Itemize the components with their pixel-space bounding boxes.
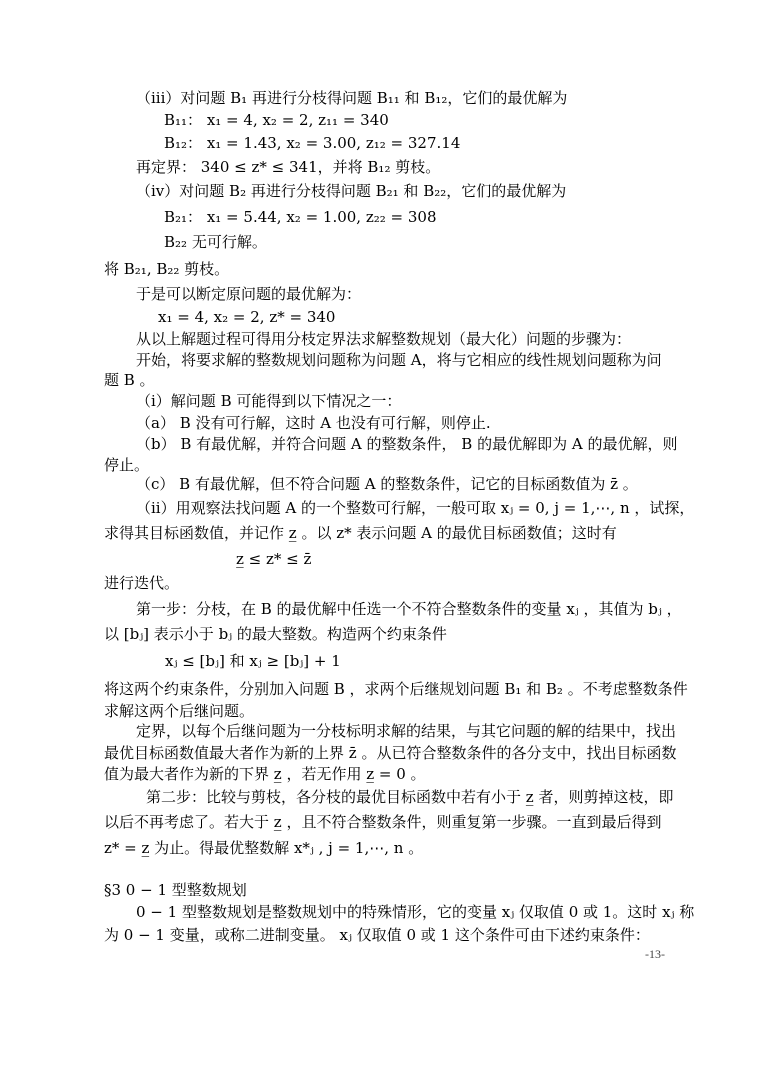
text-line: （a） B 没有可行解，这时 A 也没有可行解，则停止.	[136, 414, 491, 432]
text-line: （b） B 有最优解，并符合问题 A 的整数条件， B 的最优解即为 A 的最优解，则	[136, 435, 678, 453]
text-line: 停止。	[104, 456, 150, 474]
text-line: 题 B 。	[104, 371, 155, 389]
text-line: §3 0 − 1 型整数规划	[104, 881, 247, 899]
text-line: xⱼ ≤ [bⱼ] 和 xⱼ ≥ [bⱼ] + 1	[165, 652, 341, 670]
text-line: B₁₁： x₁ = 4, x₂ = 2, z₁₁ = 340	[164, 111, 389, 129]
text-line: 定界，以每个后继问题为一分枝标明求解的结果，与其它问题的解的结果中，找出	[136, 722, 677, 740]
page-number: -13-	[645, 947, 665, 961]
text-line: B₂₁： x₁ = 5.44, x₂ = 1.00, z₂₂ = 308	[164, 208, 437, 226]
text-line: 为 0 − 1 变量，或称二进制变量。 xⱼ 仅取值 0 或 1 这个条件可由下述约束条件：	[104, 926, 650, 944]
text-line: 将 B₂₁, B₂₂ 剪枝。	[104, 260, 230, 278]
text-line: x₁ = 4, x₂ = 2, z* = 340	[158, 308, 336, 326]
text-line: 进行迭代。	[104, 574, 180, 592]
text-line: 将这两个约束条件，分别加入问题 B ，求两个后继规划问题 B₁ 和 B₂ 。不考虑整数条件	[104, 680, 688, 698]
text-line: （i）解问题 B 可能得到以下情况之一：	[136, 392, 402, 410]
text-line: 从以上解题过程可得用分枝定界法求解整数规划（最大化）问题的步骤为：	[136, 330, 632, 348]
text-line: 最优目标函数值最大者作为新的上界 z̄ 。从已符合整数条件的各分支中，找出目标函数	[104, 744, 677, 762]
text-line: 以后不再考虑了。若大于 z̲ ，且不符合整数条件，则重复第一步骤。一直到最后得到	[104, 813, 662, 831]
text-line: 求得其目标函数值，并记作 z̲ 。以 z* 表示问题 A 的最优目标函数值；这时有	[104, 524, 617, 542]
text-line: （c） B 有最优解，但不符合问题 A 的整数条件，记它的目标函数值为 z̄ 。	[136, 475, 638, 493]
text-line: z* = z̲ 为止。得最优整数解 x*ⱼ , j = 1,⋯, n 。	[104, 839, 424, 857]
text-line: z̲ ≤ z* ≤ z̄	[236, 550, 312, 568]
text-line: 以 [bⱼ] 表示小于 bⱼ 的最大整数。构造两个约束条件	[104, 625, 447, 643]
text-line: 第二步：比较与剪枝，各分枝的最优目标函数中若有小于 z̲ 者，则剪掉这枝，即	[146, 788, 674, 806]
text-line: 0 − 1 型整数规划是整数规划中的特殊情形，它的变量 xⱼ 仅取值 0 或 1。这时 xⱼ 称	[136, 903, 695, 921]
text-line: （iii）对问题 B₁ 再进行分枝得问题 B₁₁ 和 B₁₂，它们的最优解为	[136, 89, 568, 107]
text-line: （ii）用观察法找问题 A 的一个整数可行解，一般可取 xⱼ = 0, j = 1,⋯, n ，试探，	[136, 499, 695, 517]
text-line: 再定界： 340 ≤ z* ≤ 341，并将 B₁₂ 剪枝。	[136, 158, 441, 176]
text-line: 第一步：分枝，在 B 的最优解中任选一个不符合整数条件的变量 xⱼ ，其值为 bⱼ ，	[136, 600, 682, 618]
text-line: 求解这两个后继问题。	[104, 702, 255, 720]
text-line: 开始，将要求解的整数规划问题称为问题 A，将与它相应的线性规划问题称为问	[136, 351, 662, 369]
text-line: 值为最大者作为新的下界 z̲ ，若无作用 z̲ = 0 。	[104, 765, 426, 783]
text-line: （iv）对问题 B₂ 再进行分枝得问题 B₂₁ 和 B₂₂，它们的最优解为	[136, 182, 567, 200]
text-line: B₂₂ 无可行解。	[164, 233, 267, 251]
text-line: 于是可以断定原问题的最优解为：	[136, 285, 362, 303]
text-line: B₁₂： x₁ = 1.43, x₂ = 3.00, z₁₂ = 327.14	[164, 134, 461, 152]
